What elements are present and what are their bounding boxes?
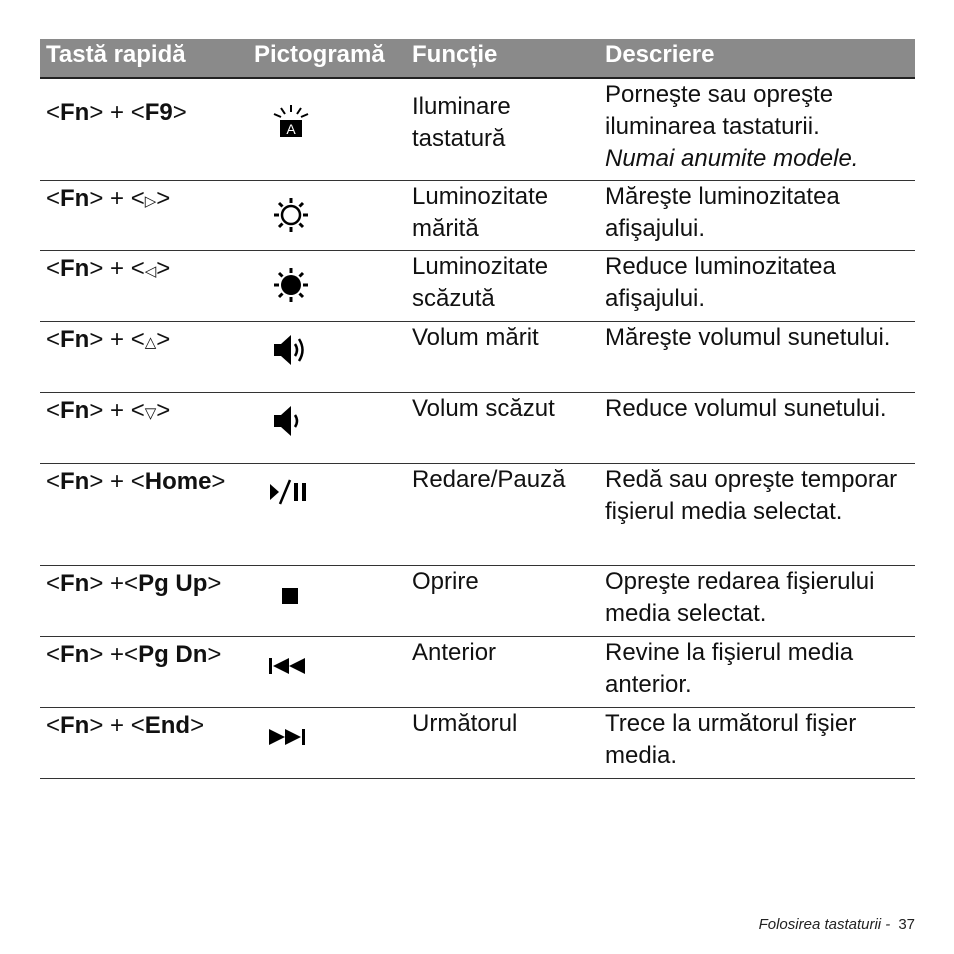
description-cell: Revine la fişierul media anterior.: [605, 639, 854, 698]
table-row: [40, 393, 915, 464]
page-number: 37: [898, 916, 915, 933]
hotkey-cell: <Fn> + <◁>: [46, 255, 171, 282]
volume-up-icon: [268, 330, 314, 370]
description-cell: Reduce volumul sunetului.: [605, 395, 887, 422]
description-cell: Măreşte luminozitatea afişajului.: [605, 183, 840, 242]
page-footer: [759, 916, 915, 933]
function-cell: Volum mărit: [412, 324, 539, 351]
description-cell: Reduce luminozitatea afişajului.: [605, 253, 836, 312]
hotkey-cell: <Fn> +<Pg Dn>: [46, 641, 222, 668]
hotkey-cell: <Fn> + <▷>: [46, 185, 171, 212]
header-hotkey: Tastă rapidă: [46, 41, 186, 68]
hotkey-cell: <Fn> +<Pg Up>: [46, 570, 222, 597]
table-row: [40, 566, 915, 637]
table-row: [40, 464, 915, 566]
description-cell: Redă sau opreşte temporar fişierul media selectat.: [605, 466, 898, 525]
description-cell: Porneşte sau opreşte iluminarea tastaturii. Numai anumite modele.: [605, 79, 915, 175]
footer-section: Folosirea tastaturii -: [758, 916, 891, 933]
svg-text:A: A: [286, 121, 296, 137]
table-row: [40, 322, 915, 393]
keyboard-backlight-icon: [268, 103, 314, 143]
hotkey-cell: <Fn> + <△>: [46, 326, 171, 353]
stop-icon: [268, 574, 314, 614]
hotkey-cell: <Fn> + <Home>: [46, 468, 226, 495]
function-cell: Oprire: [412, 568, 479, 595]
header-description: Descriere: [605, 41, 715, 68]
function-cell: Volum scăzut: [412, 395, 555, 422]
table-row: [40, 181, 915, 251]
hotkey-cell: <Fn> + <End>: [46, 712, 205, 739]
brightness-up-icon: [268, 195, 314, 235]
previous-track-icon: [268, 645, 314, 685]
table-row: [40, 251, 915, 322]
brightness-down-icon: [268, 265, 314, 305]
description-cell: Trece la următorul fişier media.: [605, 710, 857, 769]
volume-down-icon: [268, 401, 314, 441]
function-cell: Următorul: [412, 710, 518, 737]
description-cell: Opreşte redarea fişierului media selectat.: [605, 568, 875, 627]
model-note: Numai anumite modele.: [605, 145, 859, 172]
header-icon: Pictogramă: [254, 41, 385, 68]
table-header: [40, 39, 915, 79]
next-track-icon: [268, 716, 314, 756]
function-cell: Redare/Pauză: [412, 466, 566, 493]
table-row: [40, 79, 915, 181]
function-cell: Luminozitate mărită: [412, 183, 549, 242]
function-cell: Iluminare tastatură: [412, 93, 511, 152]
play-pause-icon: [268, 472, 314, 512]
function-cell: Anterior: [412, 639, 497, 666]
header-function: Funcție: [412, 41, 498, 68]
hotkey-table: [40, 39, 915, 779]
function-cell: Luminozitate scăzută: [412, 253, 549, 312]
description-cell: Măreşte volumul sunetului.: [605, 324, 891, 351]
table-row: [40, 708, 915, 779]
table-row: [40, 637, 915, 708]
hotkey-cell: <Fn> + <F9>: [46, 99, 187, 126]
hotkey-cell: <Fn> + <▽>: [46, 397, 171, 424]
